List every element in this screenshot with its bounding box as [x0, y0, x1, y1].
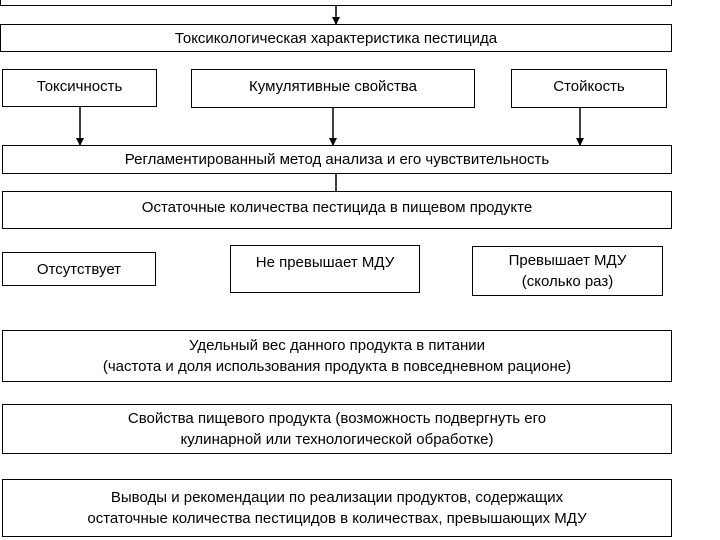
absent-box — [2, 252, 156, 286]
cumulative-box — [191, 69, 475, 108]
share-box — [2, 330, 672, 382]
not-exceed-box — [230, 245, 420, 293]
cumulative-label: Кумулятивные свойства — [249, 78, 417, 95]
not-exceed-label: Не превышает МДУ — [255, 254, 395, 271]
properties-line1: Свойства пищевого продукта (возможность подвергнуть его — [127, 410, 547, 427]
exceed-line2: (сколько раз) — [521, 273, 614, 290]
method-label: Регламентированный метод анализа и его чувствительность — [124, 151, 550, 168]
toxicological-box — [0, 24, 672, 52]
toxicological-label: Токсикологическая характеристика пестицида — [174, 29, 498, 47]
residual-box — [2, 191, 672, 229]
top-partial-box — [0, 0, 672, 6]
persistence-box — [511, 69, 667, 108]
properties-box — [2, 404, 672, 454]
method-box — [2, 145, 672, 174]
conclusions-line1: Выводы и рекомендации по реализации продуктов, содержащих — [110, 489, 564, 506]
toxicity-label: Токсичность — [36, 78, 123, 95]
exceed-box — [472, 246, 663, 296]
share-line2: (частота и доля использования продукта в повседневном рационе) — [102, 358, 572, 375]
conclusions-box — [2, 479, 672, 537]
conclusions-line2: остаточные количества пестицидов в количествах, превышающих МДУ — [87, 510, 587, 527]
absent-label: Отсутствует — [36, 260, 122, 278]
share-line1: Удельный вес данного продукта в питании — [189, 337, 485, 354]
residual-label: Остаточные количества пестицида в пищевом продукте — [141, 199, 533, 216]
persistence-label: Стойкость — [553, 78, 625, 95]
exceed-line1: Превышает МДУ — [508, 252, 627, 269]
properties-line2: кулинарной или технологической обработке) — [180, 431, 494, 448]
toxicity-box — [2, 69, 157, 107]
